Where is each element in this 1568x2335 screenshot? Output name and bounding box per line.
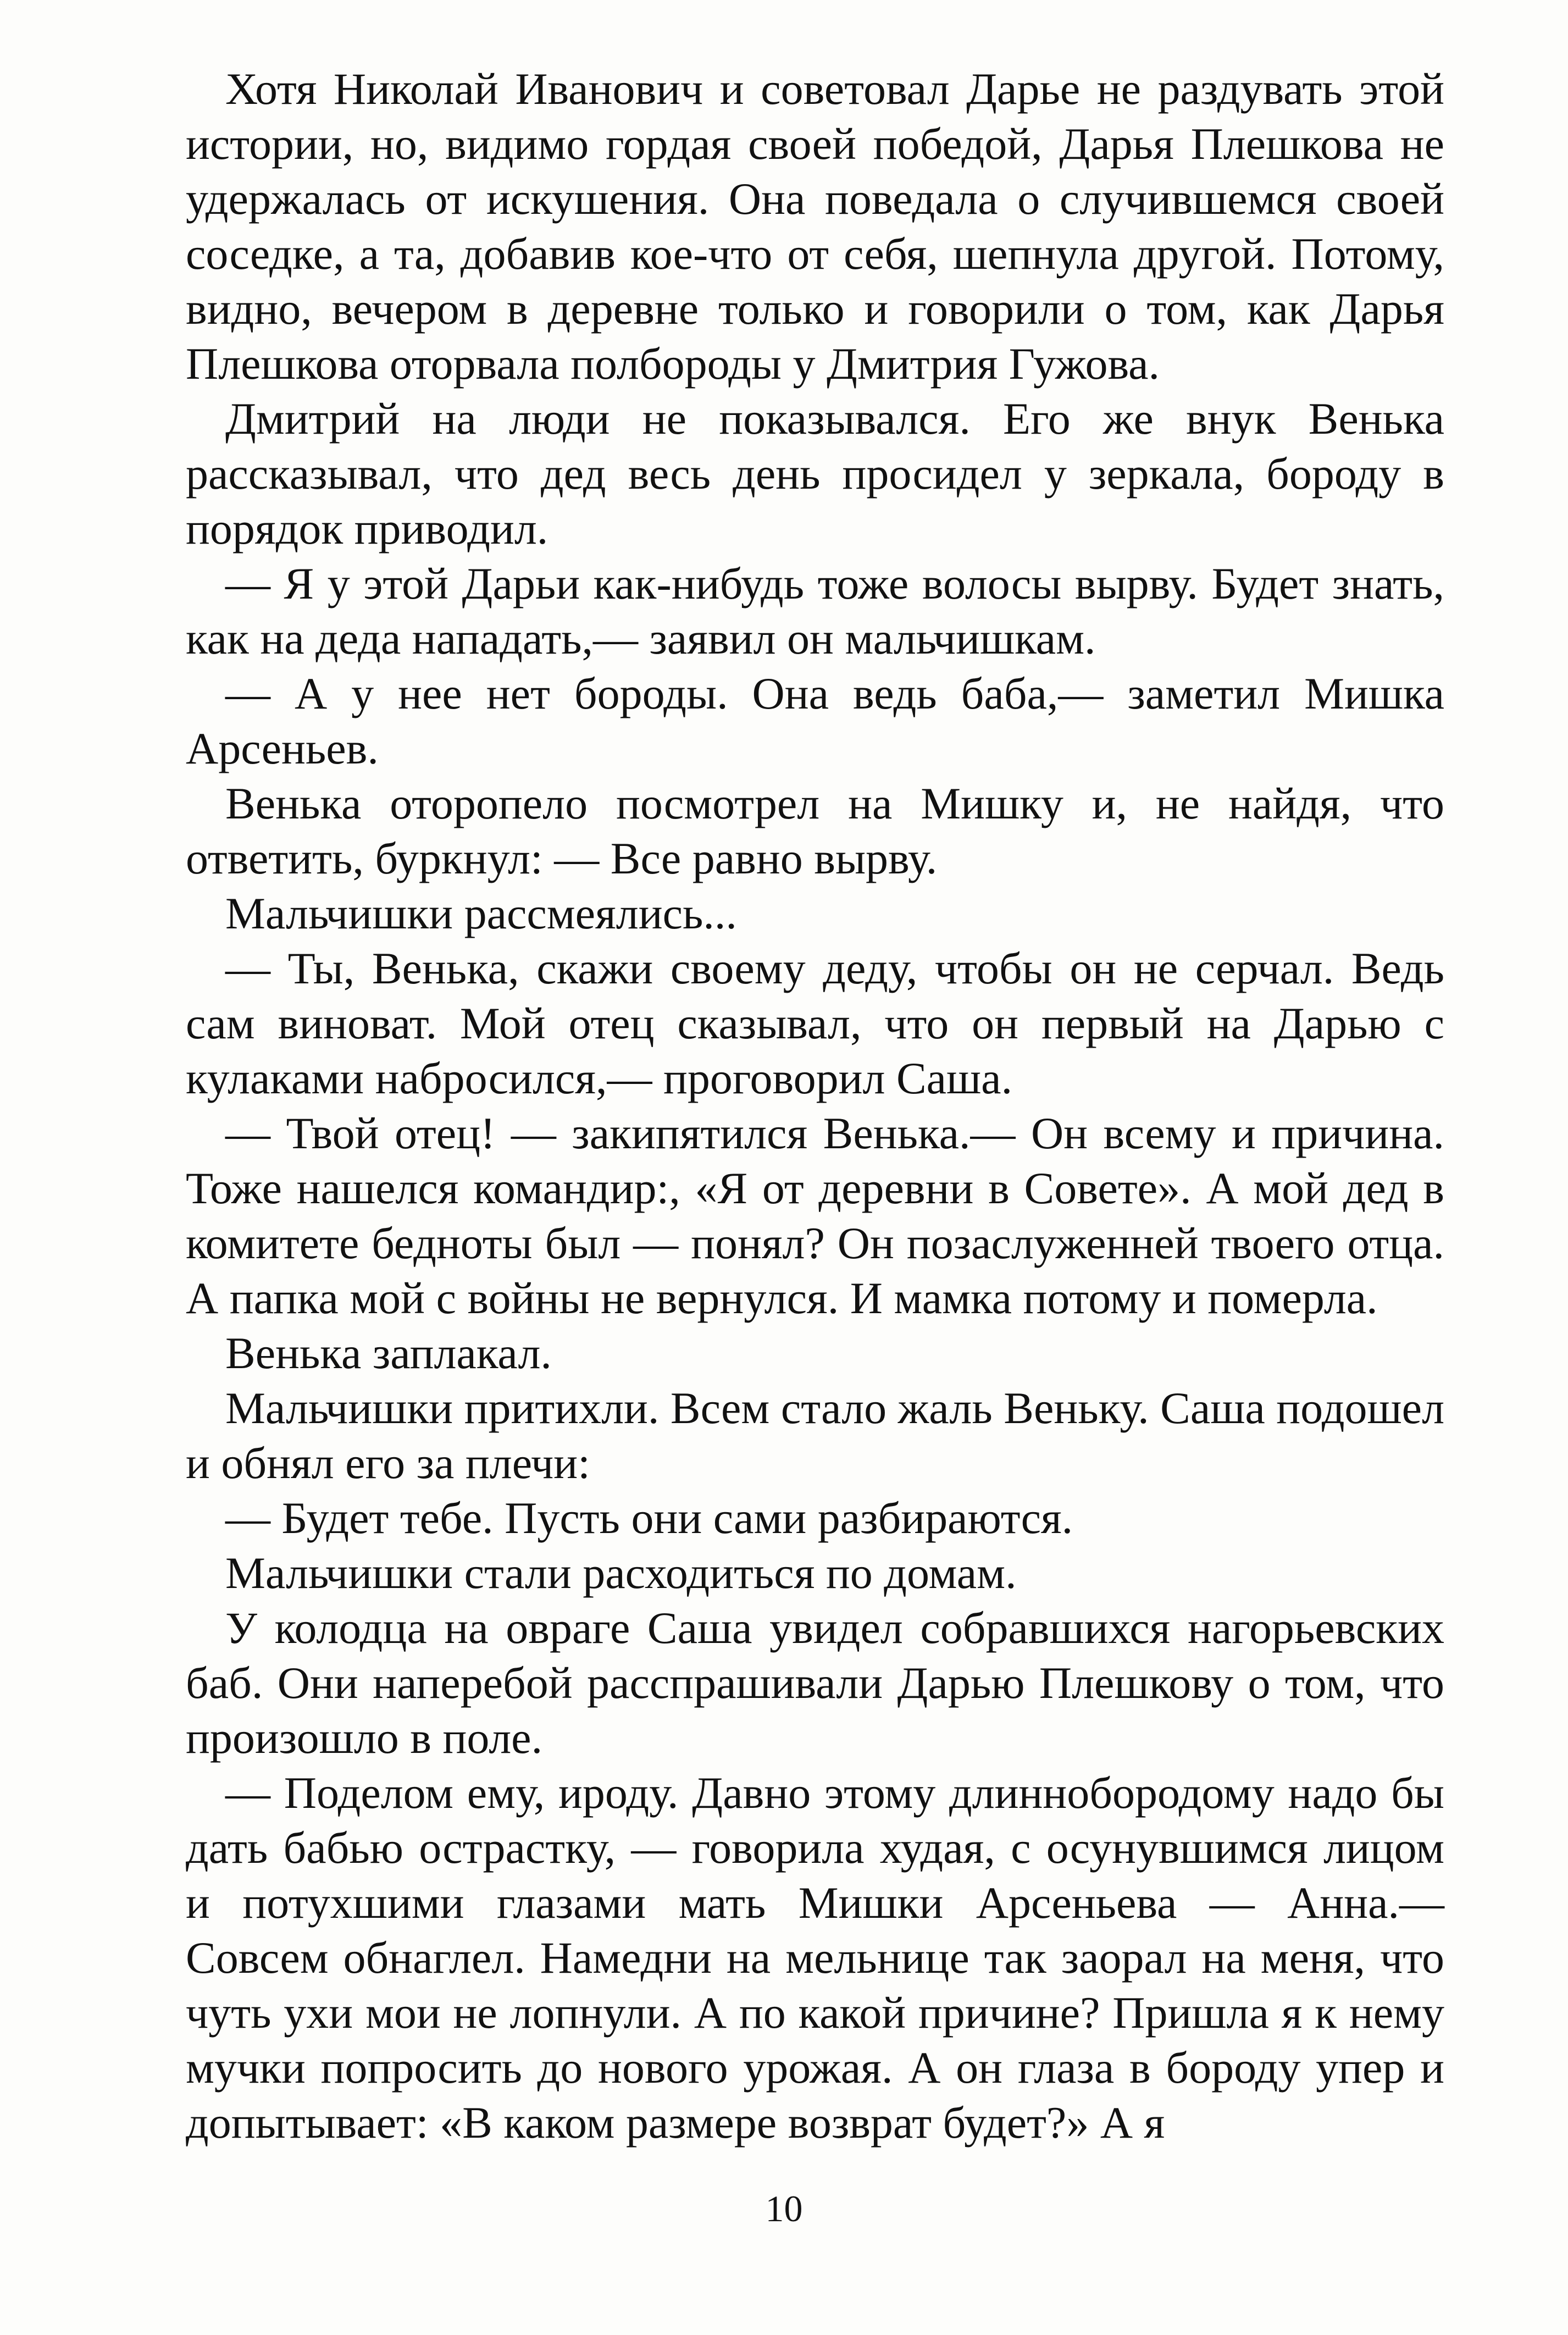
paragraph: — Твой отец! — закипятился Венька.— Он всему и причина. Тоже нашелся командир:, «Я от деревни в Совете». А мой дед в комитете бедноты был — понял? Он позаслуженней твоего отца. А папка мой с войны не вернулся. И мамка потому и померла. — [186, 1108, 1444, 1323]
text-column — [186, 62, 1444, 2150]
page-number: 10 — [765, 2188, 803, 2229]
paragraph: Дмитрий на люди не показывался. Его же внук Венька рассказывал, что дед весь день просидел у зеркала, бороду в порядок приводил. — [186, 394, 1444, 554]
paragraph: — Я у этой Дарьи как-нибудь тоже волосы вырву. Будет знать, как на деда нападать,— заявил он мальчишкам. — [186, 558, 1444, 663]
paragraph: Хотя Николай Иванович и советовал Дарье не раздувать этой истории, но, видимо гордая своей победой, Дарья Плешкова не удержалась от искушения. Она поведала о случившемся своей соседке, а та, добавив кое-что от себя, шепнула другой. Потому, видно, вечером в деревне только и говорили о том, как Дарья Плешкова оторвала полбороды у Дмитрия Гужова. — [186, 64, 1444, 389]
paragraph: Мальчишки притихли. Всем стало жаль Веньку. Саша подошел и обнял его за плечи: — [186, 1383, 1444, 1488]
paragraph: — А у нее нет бороды. Она ведь баба,— заметил Мишка Арсеньев. — [186, 668, 1444, 773]
paragraph: — Поделом ему, ироду. Давно этому длиннобородому надо бы дать бабью острастку, — говорила худая, с осунувшимся лицом и потухшими глазами мать Мишки Арсеньева — Анна.— Совсем обнаглел. Намедни на мельнице так заорал на меня, что чуть ухи мои не лопнули. А по какой причине? Пришла я к нему мучки попросить до нового урожая. А он глаза в бороду упер и допытывает: «В каком размере возврат будет?» А я — [186, 1768, 1444, 2148]
paragraph: Венька заплакал. — [225, 1328, 552, 1378]
paragraph: Венька оторопело посмотрел на Мишку и, не найдя, что ответить, буркнул: — Все равно вырву. — [186, 778, 1444, 883]
paragraph: Мальчишки стали расходиться по домам. — [225, 1548, 1017, 1598]
paragraph: Мальчишки рассмеялись... — [225, 888, 737, 938]
paragraph: У колодца на овраге Саша увидел собравшихся нагорьевских баб. Они наперебой расспрашивали Дарью Плешкову о том, что произошло в поле. — [186, 1603, 1444, 1763]
paragraph: — Будет тебе. Пусть они сами разбираются. — [225, 1493, 1073, 1543]
paragraph: — Ты, Венька, скажи своему деду, чтобы он не серчал. Ведь сам виноват. Мой отец сказывал, что он первый на Дарью с кулаками набросился,— проговорил Саша. — [186, 943, 1444, 1103]
